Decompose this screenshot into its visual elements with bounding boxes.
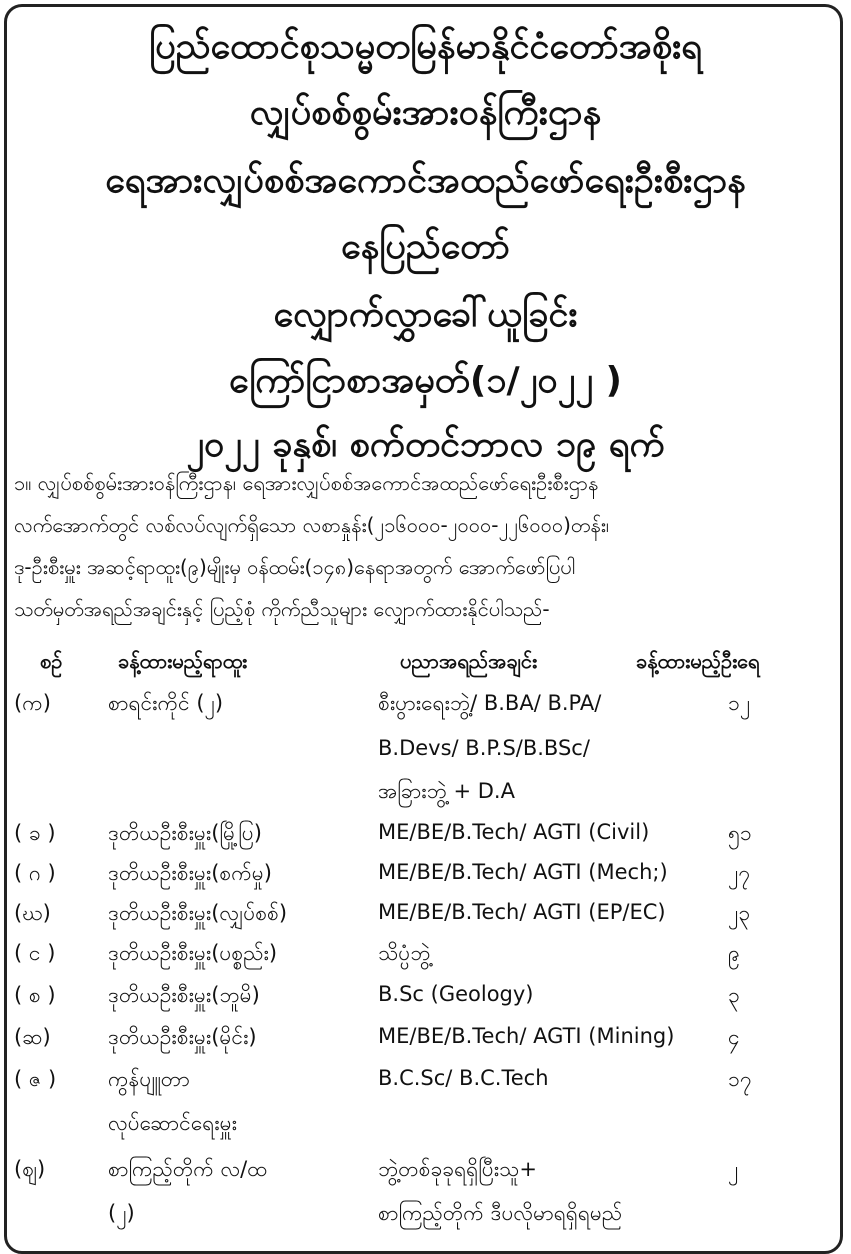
row-position: ဒုတိယဦးစီးမှူး(စက်မှု) xyxy=(108,861,272,885)
row-qualification: ME/BE/B.Tech/ AGTI (Mech;) xyxy=(378,860,668,884)
row-qualification: သိပ္ပံဘွဲ့ xyxy=(378,941,431,965)
row-qualification: ဘွဲ့တစ်ခုခုရရှိပြီးသူ+ xyxy=(378,1157,537,1181)
row-position: ဒုတိယဦးစီးမှူး(လျှပ်စစ်) xyxy=(108,901,288,925)
row-number: (ဃ) xyxy=(14,901,51,925)
intro-line: ဒု-ဦးစီးမှူး အဆင့်ရာထူး(၉)မျိုးမှ ဝန်ထမ်း(၁၄၈)နေရာအတွက် အောက်ဖော်ပြပါ xyxy=(14,555,576,579)
row-count: ၂ xyxy=(728,1157,739,1181)
row-count: ၂၃ xyxy=(728,901,751,925)
row-position: စာရင်းကိုင် (၂) xyxy=(108,691,224,715)
row-count: ၂၇ xyxy=(728,861,751,885)
row-number: ( ဂ ) xyxy=(14,861,56,885)
heading-date: ၂၀၂၂ ခုနှစ်၊ စက်တင်ဘာလ ၁၉ ရက် xyxy=(186,424,665,465)
heading-department: ရေအားလျှပ်စစ်အကောင်အထည်ဖော်ရေးဦးစီးဌာန xyxy=(105,160,746,201)
row-qualification: စာကြည့်တိုက် ဒီပလိုမာရရှိရမည် xyxy=(378,1201,623,1225)
column-header-no: စဉ် xyxy=(40,649,63,673)
row-number: (ဈ) xyxy=(14,1157,46,1181)
intro-line: လက်အောက်တွင် လစ်လပ်လျက်ရှိသော လစာနှုန်း(၂၁၆၀၀၀-၂၀၀၀-၂၂၆၀၀၀)တန်း၊ xyxy=(14,513,609,537)
column-header-count: ခန့်ထားမည့်ဦးရေ xyxy=(636,649,760,673)
row-qualification: B.Devs/ B.P.S/B.BSc/ xyxy=(378,736,590,760)
row-number: ( ဇ ) xyxy=(14,1067,57,1091)
row-number: ( စ ) xyxy=(14,983,56,1007)
row-qualification: ME/BE/B.Tech/ AGTI (Civil) xyxy=(378,820,650,844)
row-number: ( င ) xyxy=(14,941,56,965)
row-qualification: အခြားဘွဲ့ + D.A xyxy=(378,779,515,803)
row-qualification: B.C.Sc/ B.C.Tech xyxy=(378,1066,549,1090)
heading-notice-number: ကြော်ငြာစာအမှတ်(၁/၂၀၂၂ ) xyxy=(229,360,622,401)
row-count: ၁၇ xyxy=(728,1067,752,1091)
row-count: ၁၂ xyxy=(728,691,751,715)
row-count: ၅၁ xyxy=(728,821,752,845)
row-qualification: B.Sc (Geology) xyxy=(378,982,534,1006)
column-header-position: ခန့်ထားမည့်ရာထူး xyxy=(118,649,248,673)
row-position: လုပ်ဆောင်ရေးမှူး xyxy=(108,1111,237,1135)
row-position: (၂) xyxy=(108,1201,135,1225)
row-number: (ဆ) xyxy=(14,1025,51,1049)
row-position: ဒုတိယဦးစီးမှူး(ပစ္စည်း) xyxy=(108,941,278,965)
intro-line: သတ်မှတ်အရည်အချင်းနှင့် ပြည့်စုံ ကိုက်ညီသူများ လျှောက်ထားနိုင်ပါသည်- xyxy=(14,597,550,621)
intro-line: ၁။ လျှပ်စစ်စွမ်းအားဝန်ကြီးဌာန၊ ရေအားလျှပ်စစ်အကောင်အထည်ဖော်ရေးဦးစီးဌာန xyxy=(14,471,599,495)
row-position: ဒုတိယဦးစီးမှူး(ဘူမိ) xyxy=(108,983,260,1007)
row-position: ကွန်ပျူတာ xyxy=(108,1067,190,1091)
row-count: ၉ xyxy=(728,941,740,965)
row-number: (က) xyxy=(14,691,51,715)
heading-city: နေပြည်တော် xyxy=(341,226,510,267)
row-position: စာကြည့်တိုက် လ/ထ xyxy=(108,1157,268,1181)
heading-government: ပြည်ထောင်စုသမ္မတမြန်မာနိုင်ငံတော်အစိုးရ xyxy=(149,26,702,67)
row-qualification: ME/BE/B.Tech/ AGTI (Mining) xyxy=(378,1024,675,1048)
row-number: ( ခ ) xyxy=(14,821,56,845)
row-position: ဒုတိယဦးစီးမှူး(မြို့ပြ) xyxy=(108,821,262,845)
heading-ministry: လျှပ်စစ်စွမ်းအားဝန်ကြီးဌာန xyxy=(249,92,602,133)
row-qualification: ME/BE/B.Tech/ AGTI (EP/EC) xyxy=(378,900,666,924)
row-count: ၄ xyxy=(728,1025,740,1049)
row-qualification: စီးပွားရေးဘွဲ့/ B.BA/ B.PA/ xyxy=(378,691,602,715)
column-header-qualification: ပညာအရည်အချင်း xyxy=(400,649,538,673)
row-count: ၃ xyxy=(728,983,740,1007)
heading-announcement: လျှောက်လွှာခေါ်ယူခြင်း xyxy=(273,294,578,335)
row-position: ဒုတိယဦးစီးမှူး(မိုင်း) xyxy=(108,1025,257,1049)
